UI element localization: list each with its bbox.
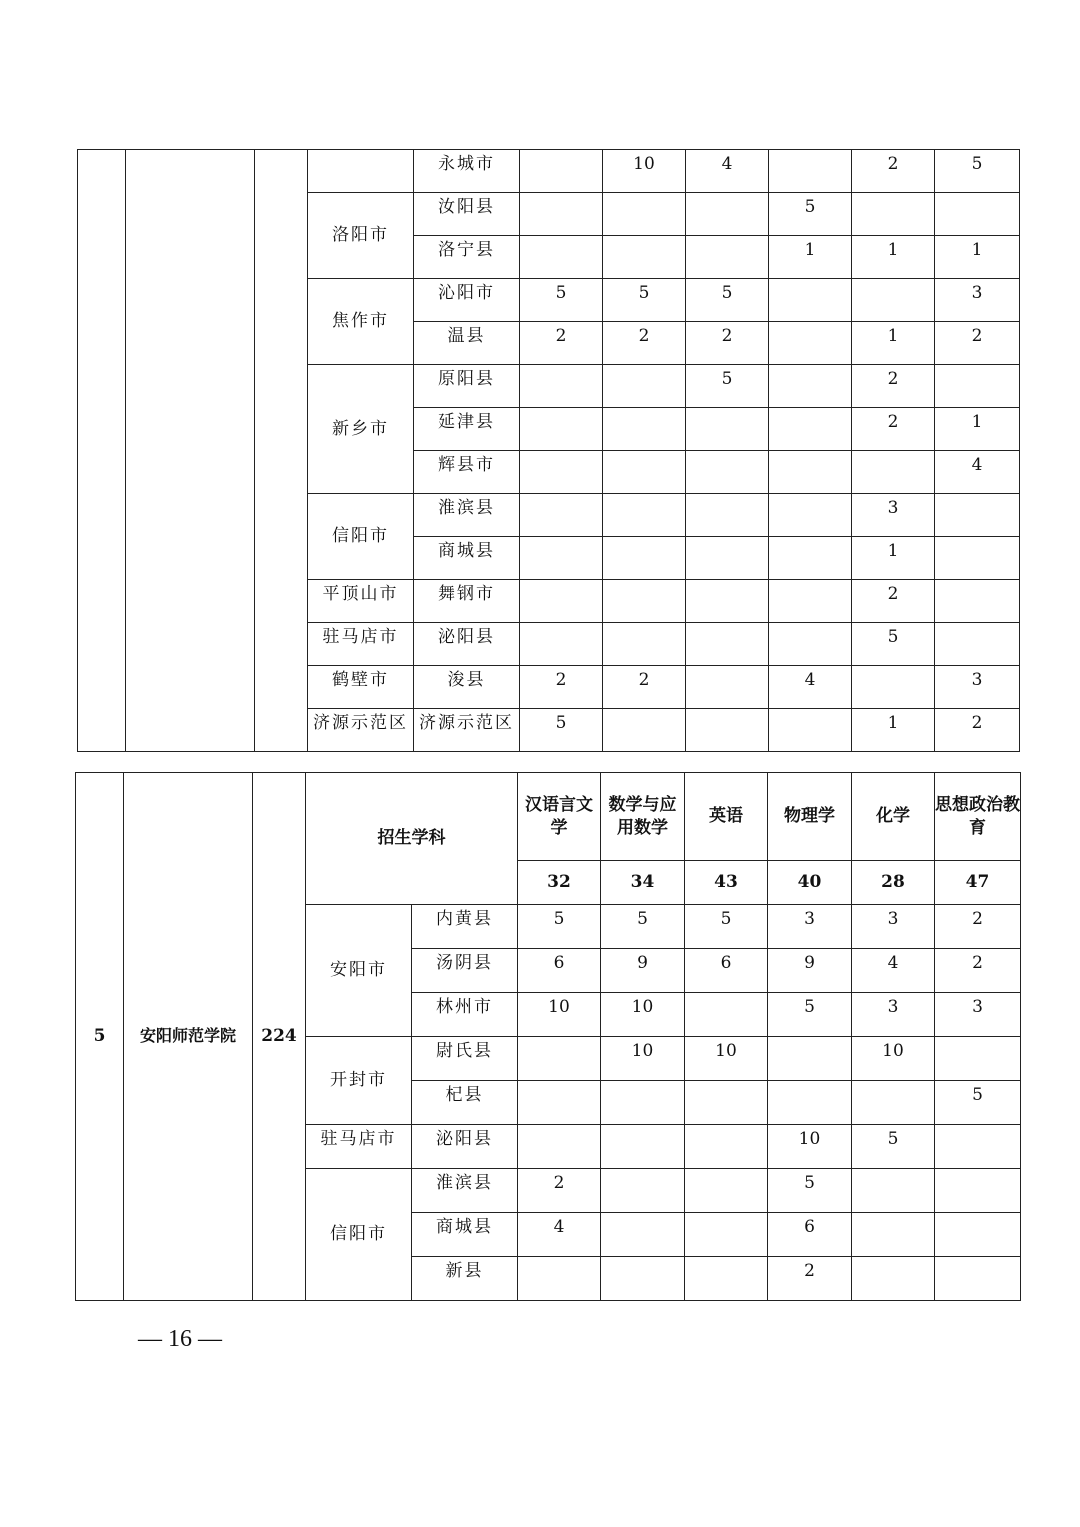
quota-cell bbox=[686, 623, 769, 666]
quota-cell bbox=[769, 709, 852, 752]
county-cell: 泌阳县 bbox=[414, 623, 520, 666]
quota-cell: 3 bbox=[768, 905, 852, 949]
county-cell: 辉县市 bbox=[414, 451, 520, 494]
county-cell: 延津县 bbox=[414, 408, 520, 451]
subject-total: 43 bbox=[685, 861, 768, 905]
quota-cell bbox=[520, 580, 603, 623]
quota-cell bbox=[769, 322, 852, 365]
school-index: 5 bbox=[76, 773, 124, 1301]
quota-cell bbox=[603, 494, 686, 537]
quota-cell: 2 bbox=[520, 322, 603, 365]
quota-cell: 9 bbox=[768, 949, 852, 993]
quota-cell: 10 bbox=[768, 1125, 852, 1169]
quota-cell bbox=[935, 1257, 1021, 1301]
quota-cell bbox=[685, 1125, 768, 1169]
city-cell: 新乡市 bbox=[308, 365, 414, 494]
quota-cell: 4 bbox=[686, 150, 769, 193]
quota-cell bbox=[685, 1257, 768, 1301]
quota-cell bbox=[769, 623, 852, 666]
quota-cell: 10 bbox=[603, 150, 686, 193]
quota-cell: 10 bbox=[685, 1037, 768, 1081]
quota-cell: 10 bbox=[518, 993, 601, 1037]
county-cell: 原阳县 bbox=[414, 365, 520, 408]
county-cell: 淮滨县 bbox=[412, 1169, 518, 1213]
quota-cell bbox=[603, 193, 686, 236]
quota-cell bbox=[520, 193, 603, 236]
city-cell: 驻马店市 bbox=[306, 1125, 412, 1169]
city-cell bbox=[308, 150, 414, 193]
quota-cell bbox=[603, 236, 686, 279]
quota-cell bbox=[769, 365, 852, 408]
quota-cell: 3 bbox=[852, 494, 935, 537]
quota-cell bbox=[852, 193, 935, 236]
quota-cell: 5 bbox=[520, 279, 603, 322]
school-index-cell bbox=[78, 150, 126, 752]
subject-name: 物理学 bbox=[768, 773, 852, 861]
county-cell: 杞县 bbox=[412, 1081, 518, 1125]
quota-cell: 10 bbox=[601, 993, 685, 1037]
quota-cell bbox=[852, 666, 935, 709]
quota-cell: 1 bbox=[852, 322, 935, 365]
quota-cell: 2 bbox=[520, 666, 603, 709]
quota-cell: 5 bbox=[935, 150, 1020, 193]
subject-name: 化学 bbox=[852, 773, 935, 861]
quota-cell bbox=[935, 193, 1020, 236]
quota-cell bbox=[520, 451, 603, 494]
school-name: 安阳师范学院 bbox=[124, 773, 253, 1301]
quota-cell: 1 bbox=[935, 408, 1020, 451]
subject-header-row bbox=[76, 773, 1021, 861]
table-row bbox=[78, 150, 1020, 193]
quota-cell bbox=[935, 494, 1020, 537]
quota-cell bbox=[520, 408, 603, 451]
quota-cell: 4 bbox=[852, 949, 935, 993]
quota-cell bbox=[685, 1081, 768, 1125]
quota-cell bbox=[852, 279, 935, 322]
city-cell: 平顶山市 bbox=[308, 580, 414, 623]
school-total: 224 bbox=[253, 773, 306, 1301]
quota-cell bbox=[520, 623, 603, 666]
quota-cell: 2 bbox=[935, 949, 1021, 993]
quota-cell: 2 bbox=[852, 150, 935, 193]
subject-name: 思想政治教育 bbox=[935, 773, 1021, 861]
quota-cell: 4 bbox=[518, 1213, 601, 1257]
quota-cell: 2 bbox=[603, 666, 686, 709]
quota-cell: 1 bbox=[852, 709, 935, 752]
quota-cell: 1 bbox=[852, 537, 935, 580]
subject-total: 28 bbox=[852, 861, 935, 905]
quota-cell bbox=[686, 580, 769, 623]
quota-cell bbox=[686, 494, 769, 537]
quota-cell bbox=[852, 1213, 935, 1257]
quota-cell bbox=[520, 537, 603, 580]
quota-cell: 10 bbox=[601, 1037, 685, 1081]
quota-cell: 2 bbox=[935, 709, 1020, 752]
quota-cell: 9 bbox=[601, 949, 685, 993]
quota-cell bbox=[518, 1081, 601, 1125]
quota-cell: 5 bbox=[603, 279, 686, 322]
quota-cell bbox=[769, 494, 852, 537]
quota-cell: 3 bbox=[935, 993, 1021, 1037]
quota-cell bbox=[520, 236, 603, 279]
quota-cell: 3 bbox=[852, 905, 935, 949]
quota-cell bbox=[852, 1081, 935, 1125]
quota-cell: 5 bbox=[852, 1125, 935, 1169]
city-cell: 安阳市 bbox=[306, 905, 412, 1037]
quota-cell bbox=[603, 709, 686, 752]
quota-cell bbox=[603, 623, 686, 666]
quota-cell bbox=[768, 1037, 852, 1081]
quota-cell: 5 bbox=[852, 623, 935, 666]
quota-cell: 5 bbox=[935, 1081, 1021, 1125]
quota-cell bbox=[601, 1257, 685, 1301]
quota-cell bbox=[935, 580, 1020, 623]
quota-cell bbox=[520, 494, 603, 537]
county-cell: 汤阴县 bbox=[412, 949, 518, 993]
quota-cell bbox=[685, 1169, 768, 1213]
city-cell: 驻马店市 bbox=[308, 623, 414, 666]
county-cell: 济源示范区 bbox=[414, 709, 520, 752]
city-cell: 开封市 bbox=[306, 1037, 412, 1125]
quota-cell: 1 bbox=[935, 236, 1020, 279]
quota-cell bbox=[852, 1169, 935, 1213]
quota-cell: 5 bbox=[768, 1169, 852, 1213]
quota-cell bbox=[603, 537, 686, 580]
quota-cell: 2 bbox=[852, 408, 935, 451]
quota-cell bbox=[852, 1257, 935, 1301]
county-cell: 洛宁县 bbox=[414, 236, 520, 279]
quota-cell bbox=[518, 1037, 601, 1081]
quota-cell bbox=[769, 451, 852, 494]
subject-name: 汉语言文学 bbox=[518, 773, 601, 861]
county-cell: 舞钢市 bbox=[414, 580, 520, 623]
quota-cell bbox=[852, 451, 935, 494]
quota-cell: 2 bbox=[603, 322, 686, 365]
quota-cell bbox=[686, 709, 769, 752]
quota-cell bbox=[685, 993, 768, 1037]
quota-cell bbox=[686, 451, 769, 494]
quota-cell bbox=[769, 580, 852, 623]
county-cell: 尉氏县 bbox=[412, 1037, 518, 1081]
quota-cell bbox=[769, 150, 852, 193]
quota-cell bbox=[935, 1125, 1021, 1169]
city-cell: 济源示范区 bbox=[308, 709, 414, 752]
quota-cell: 4 bbox=[769, 666, 852, 709]
quota-cell: 5 bbox=[518, 905, 601, 949]
quota-cell bbox=[520, 150, 603, 193]
quota-cell: 2 bbox=[852, 580, 935, 623]
quota-cell: 3 bbox=[935, 666, 1020, 709]
quota-cell bbox=[603, 580, 686, 623]
county-cell: 内黄县 bbox=[412, 905, 518, 949]
quota-cell: 2 bbox=[768, 1257, 852, 1301]
quota-cell bbox=[769, 408, 852, 451]
quota-cell: 10 bbox=[852, 1037, 935, 1081]
city-cell: 信阳市 bbox=[308, 494, 414, 580]
city-cell: 洛阳市 bbox=[308, 193, 414, 279]
quota-cell: 1 bbox=[769, 236, 852, 279]
subject-total: 34 bbox=[601, 861, 685, 905]
quota-cell bbox=[686, 193, 769, 236]
quota-cell bbox=[603, 408, 686, 451]
quota-cell: 4 bbox=[935, 451, 1020, 494]
county-cell: 浚县 bbox=[414, 666, 520, 709]
quota-cell bbox=[686, 537, 769, 580]
quota-cell bbox=[603, 451, 686, 494]
quota-cell bbox=[935, 623, 1020, 666]
county-cell: 林州市 bbox=[412, 993, 518, 1037]
quota-cell bbox=[769, 537, 852, 580]
county-cell: 商城县 bbox=[414, 537, 520, 580]
quota-cell: 5 bbox=[768, 993, 852, 1037]
quota-cell: 5 bbox=[520, 709, 603, 752]
quota-cell bbox=[935, 1037, 1021, 1081]
city-cell: 鹤壁市 bbox=[308, 666, 414, 709]
quota-cell: 6 bbox=[518, 949, 601, 993]
quota-cell: 6 bbox=[685, 949, 768, 993]
quota-cell bbox=[769, 279, 852, 322]
quota-cell: 5 bbox=[686, 365, 769, 408]
county-cell: 汝阳县 bbox=[414, 193, 520, 236]
school-name-cell bbox=[126, 150, 255, 752]
subject-header-label: 招生学科 bbox=[306, 773, 518, 905]
county-cell: 泌阳县 bbox=[412, 1125, 518, 1169]
quota-cell: 5 bbox=[769, 193, 852, 236]
city-cell: 焦作市 bbox=[308, 279, 414, 365]
quota-cell bbox=[601, 1169, 685, 1213]
quota-cell: 2 bbox=[935, 322, 1020, 365]
quota-cell bbox=[686, 236, 769, 279]
quota-cell: 3 bbox=[935, 279, 1020, 322]
county-cell: 淮滨县 bbox=[414, 494, 520, 537]
quota-cell bbox=[935, 1169, 1021, 1213]
quota-cell: 5 bbox=[686, 279, 769, 322]
county-cell: 新县 bbox=[412, 1257, 518, 1301]
quota-cell bbox=[935, 365, 1020, 408]
subject-name: 英语 bbox=[685, 773, 768, 861]
subject-name: 数学与应用数学 bbox=[601, 773, 685, 861]
quota-table-continued bbox=[77, 149, 1020, 752]
quota-cell bbox=[768, 1081, 852, 1125]
quota-cell: 2 bbox=[686, 322, 769, 365]
quota-cell bbox=[601, 1081, 685, 1125]
quota-cell: 3 bbox=[852, 993, 935, 1037]
quota-cell bbox=[601, 1213, 685, 1257]
quota-table-anyang-normal bbox=[75, 772, 1021, 1301]
subject-total: 40 bbox=[768, 861, 852, 905]
quota-cell bbox=[686, 408, 769, 451]
county-cell: 永城市 bbox=[414, 150, 520, 193]
page-number: — 16 — bbox=[138, 1326, 222, 1352]
quota-cell bbox=[935, 537, 1020, 580]
quota-cell: 5 bbox=[685, 905, 768, 949]
quota-cell bbox=[686, 666, 769, 709]
quota-cell: 1 bbox=[852, 236, 935, 279]
quota-cell bbox=[685, 1213, 768, 1257]
county-cell: 温县 bbox=[414, 322, 520, 365]
subject-total: 32 bbox=[518, 861, 601, 905]
county-cell: 商城县 bbox=[412, 1213, 518, 1257]
city-cell: 信阳市 bbox=[306, 1169, 412, 1301]
quota-cell bbox=[603, 365, 686, 408]
quota-cell bbox=[601, 1125, 685, 1169]
quota-cell: 5 bbox=[601, 905, 685, 949]
county-cell: 沁阳市 bbox=[414, 279, 520, 322]
school-total-cell bbox=[255, 150, 308, 752]
quota-cell bbox=[520, 365, 603, 408]
quota-cell: 2 bbox=[852, 365, 935, 408]
quota-cell: 2 bbox=[935, 905, 1021, 949]
subject-total: 47 bbox=[935, 861, 1021, 905]
quota-cell bbox=[935, 1213, 1021, 1257]
quota-cell: 2 bbox=[518, 1169, 601, 1213]
quota-cell bbox=[518, 1257, 601, 1301]
quota-cell: 6 bbox=[768, 1213, 852, 1257]
quota-cell bbox=[518, 1125, 601, 1169]
